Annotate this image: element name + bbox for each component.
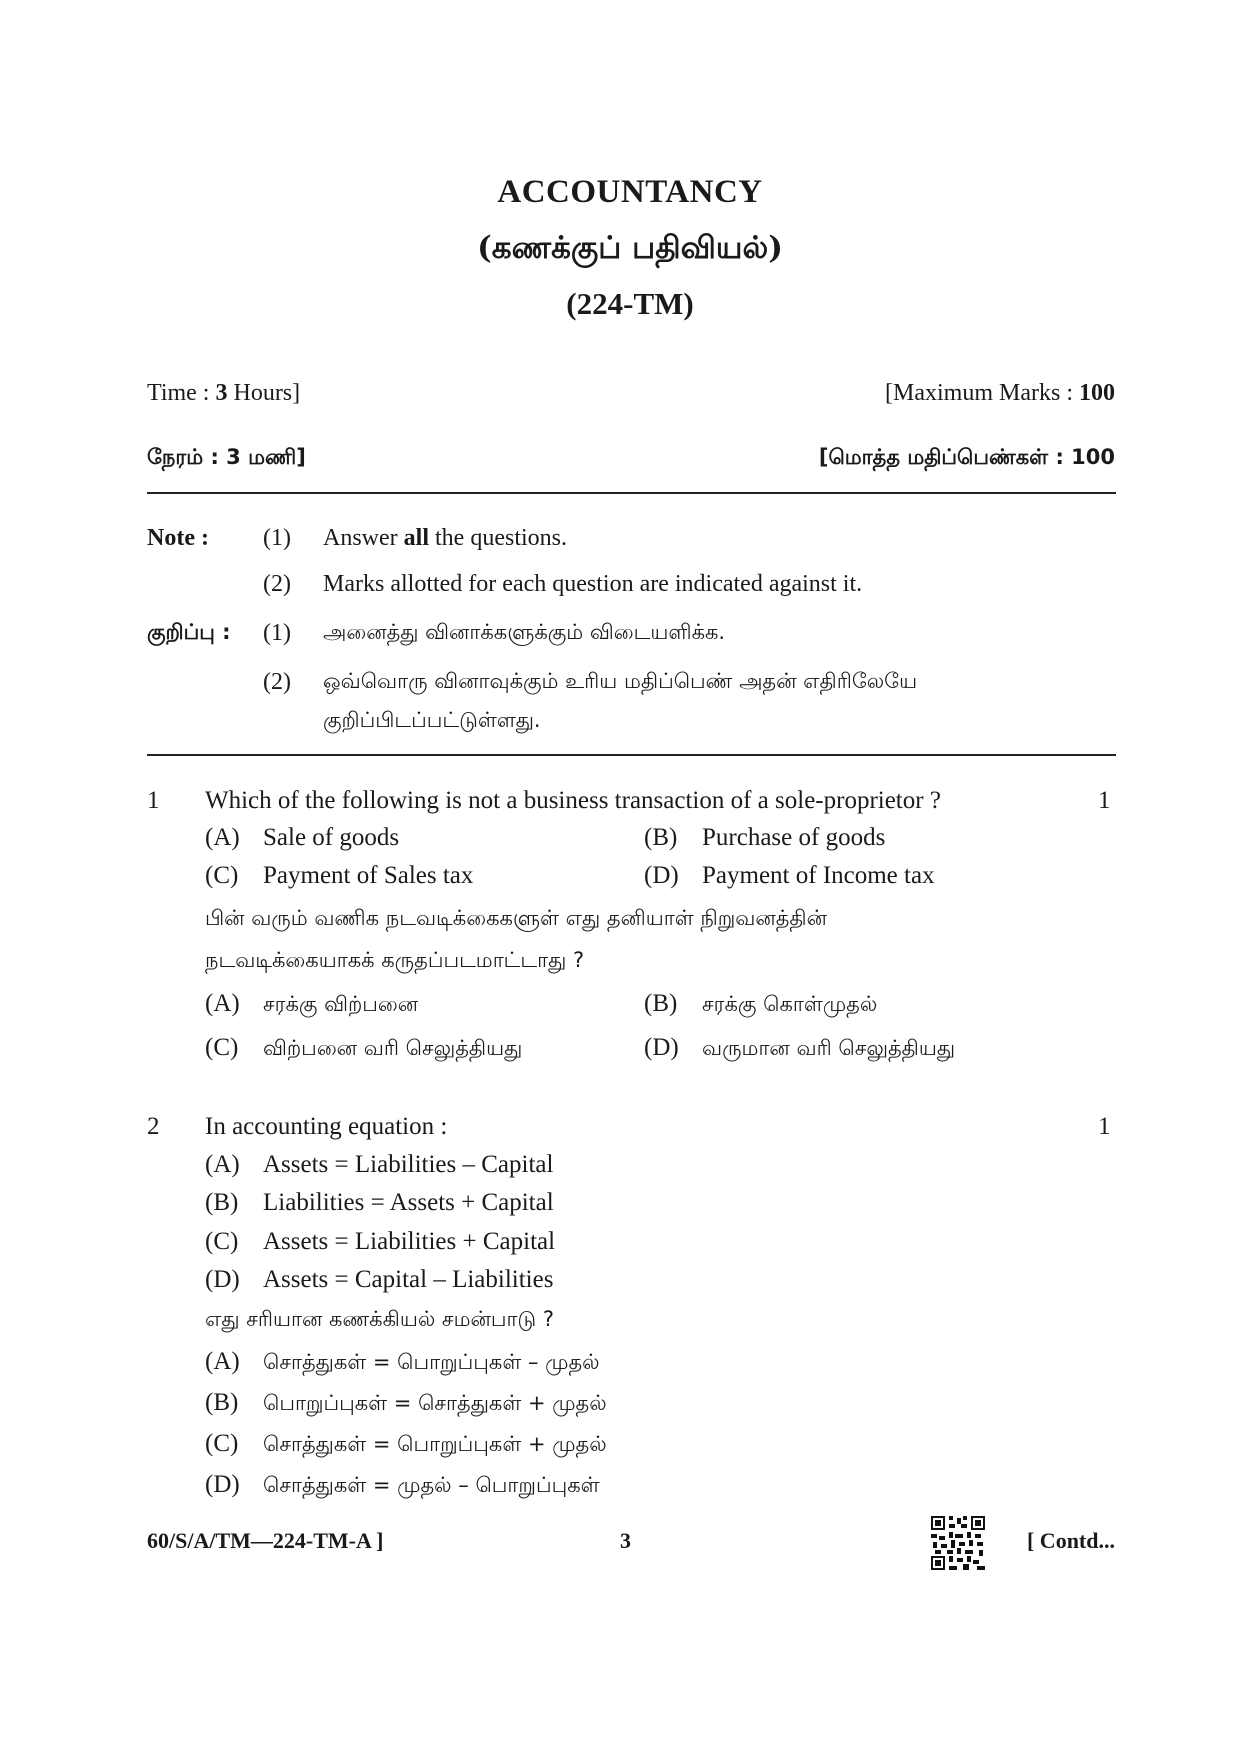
q2-option-a [205,1151,553,1179]
option-label: (D) [644,862,679,889]
option-text: சரக்கு கொள்முதல் [702,992,878,1016]
q1-tamil-option-d [644,1034,955,1063]
q1-marks: 1 [1098,787,1111,814]
option-text: Payment of Sales tax [263,862,474,889]
marks-label: [Maximum Marks : [885,380,1079,406]
option-label: (B) [644,990,678,1017]
subject-title: ACCOUNTANCY [497,174,763,210]
note-1-bold: all [403,525,429,551]
q2-text: In accounting equation : [205,1113,448,1140]
option-text: சொத்துகள் = முதல் – பொறுப்புகள் [263,1473,600,1497]
option-label: (D) [205,1471,240,1498]
option-text: Sale of goods [263,824,400,851]
time-label: Time : [147,380,216,406]
q2-tamil-option-c [205,1430,607,1459]
q1-number: 1 [147,787,160,814]
note-1-pre: Answer [323,525,404,551]
note-1-text [323,525,567,552]
note-ta-2-line2: குறிப்பிடப்பட்டுள்ளது. [323,708,541,732]
option-label: (D) [205,1266,240,1293]
note-label: Note : [147,525,209,551]
option-text: Assets = Liabilities + Capital [263,1228,556,1255]
marks-value: 100 [1079,380,1115,406]
q2-option-c [205,1228,555,1256]
option-label: (B) [205,1389,239,1416]
option-text: Purchase of goods [702,824,886,851]
note-2-text: Marks allotted for each question are indicated against it. [323,571,863,597]
option-label: (C) [205,1430,239,1457]
note-1-num: (1) [263,525,291,551]
note-ta-2-line1: ஒவ்வொரு வினாவுக்கும் உரிய மதிப்பெண் அதன் எதிரிலேயே [323,669,918,693]
divider-top [147,492,1116,494]
continued-label: [ Contd... [1026,1528,1115,1553]
option-label: (C) [205,862,239,889]
option-label: (A) [205,990,240,1017]
q2-option-d [205,1266,553,1294]
option-label: (B) [644,824,678,851]
option-text: சொத்துகள் = பொறுப்புகள் – முதல் [263,1350,600,1374]
q2-tamil-question: எது சரியான கணக்கியல் சமன்பாடு ? [205,1307,554,1331]
q1-option-d [644,862,935,890]
option-label: (A) [205,1151,240,1178]
footer-code: 60/S/A/TM—224-TM-A ] [147,1528,384,1553]
q1-tamil-line2: நடவடிக்கையாகக் கருதப்படமாட்டாது ? [205,948,585,972]
q2-tamil-option-d [205,1471,600,1500]
option-label: (C) [205,1034,239,1061]
option-label: (D) [644,1034,679,1061]
note-ta-1-text: அனைத்து வினாக்களுக்கும் விடையளிக்க. [323,620,726,644]
qr-code-icon [931,1516,985,1570]
page-number: 3 [620,1528,631,1553]
option-text: Assets = Capital – Liabilities [263,1266,554,1293]
q2-marks: 1 [1098,1113,1111,1140]
q1-text: Which of the following is not a business transaction of a sole-proprietor ? [205,787,941,814]
note-ta-1-num: (1) [263,620,291,646]
q1-option-b [644,824,885,852]
option-text: Assets = Liabilities – Capital [263,1151,554,1178]
time-line-tamil: நேரம் : 3 மணி] [147,445,306,469]
time-line [147,380,300,407]
subject-title-tamil: (கணக்குப் பதிவியல்) [477,230,783,266]
option-text: சொத்துகள் = பொறுப்புகள் + முதல் [263,1432,607,1456]
q1-option-c [205,862,473,890]
q2-tamil-option-a [205,1348,600,1377]
time-unit: Hours] [227,380,301,406]
q2-number: 2 [147,1113,160,1140]
option-text: சரக்கு விற்பனை [263,992,419,1016]
option-label: (A) [205,1348,240,1375]
q1-tamil-option-a [205,990,418,1019]
option-text: பொறுப்புகள் = சொத்துகள் + முதல் [263,1391,607,1415]
note-label-tamil: குறிப்பு : [147,620,231,644]
divider-notes [147,754,1116,756]
option-label: (A) [205,824,240,851]
marks-line-tamil: [மொத்த மதிப்பெண்கள் : 100 [818,445,1115,469]
time-value: 3 [215,380,228,406]
note-2-num: (2) [263,571,291,597]
option-label: (B) [205,1189,239,1216]
q1-tamil-option-b [644,990,877,1019]
q1-tamil-line1: பின் வரும் வணிக நடவடிக்கைகளுள் எது தனியாள் நிறுவனத்தின் [205,906,827,930]
q1-tamil-option-c [205,1034,522,1063]
marks-line [885,380,1115,407]
option-text: விற்பனை வரி செலுத்தியது [263,1036,523,1060]
option-text: Payment of Income tax [702,862,935,889]
q2-option-b [205,1189,554,1217]
note-ta-2-num: (2) [263,669,291,695]
option-text: வருமான வரி செலுத்தியது [702,1036,956,1060]
q1-option-a [205,824,399,852]
note-1-post: the questions. [429,525,567,551]
option-text: Liabilities = Assets + Capital [263,1189,554,1216]
q2-tamil-option-b [205,1389,607,1418]
subject-code: (224-TM) [566,286,694,321]
option-label: (C) [205,1228,239,1255]
